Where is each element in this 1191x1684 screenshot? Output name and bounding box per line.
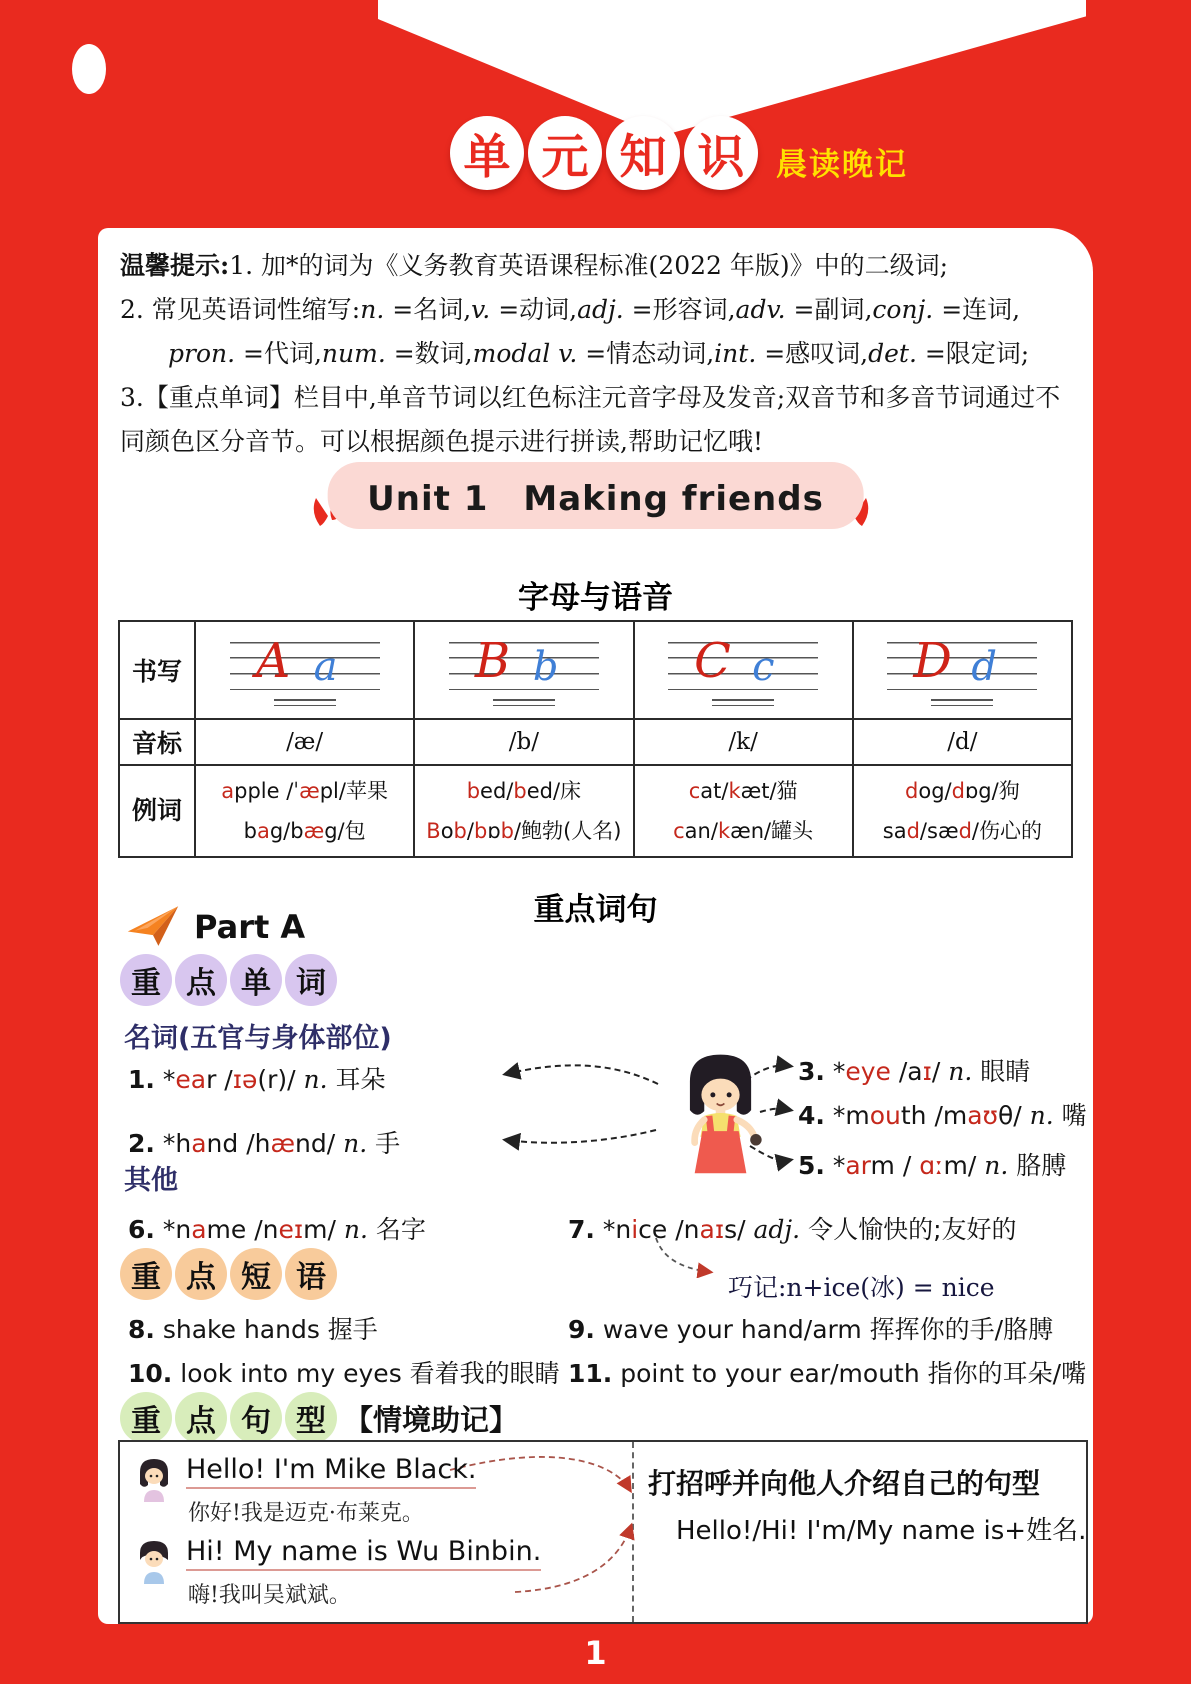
page-number: 1	[584, 1634, 607, 1672]
key-phrases-badge	[120, 1248, 340, 1300]
phrase-item-11: 11. point to your ear/mouth 指你的耳朵/嘴	[568, 1359, 1087, 1388]
dialog-en-1: Hello! I'm Mike Black.	[186, 1454, 476, 1489]
white-dot-decoration	[72, 44, 106, 94]
word-item-mouth: 4. *mouth /maʊθ/ n. 嘴	[798, 1101, 1087, 1130]
word-item-ear: 1. *ear /ɪə(r)/ n. 耳朵	[128, 1065, 386, 1094]
badge-char: 单	[230, 954, 282, 1006]
phonics-title: 字母与语音	[518, 580, 673, 616]
writing-staff	[668, 633, 818, 690]
header-badge-char: 知	[606, 116, 680, 190]
nouns-heading: 名词(五官与身体部位)	[124, 1023, 392, 1054]
badge-char: 短	[230, 1248, 282, 1300]
lowercase-letter: c	[752, 644, 775, 690]
tips-line: 温馨提示:1. 加*的词为《义务教育英语课程标准(2022 年版)》中的二级词;	[120, 251, 949, 280]
example-word: bag/bæg/包	[243, 819, 366, 843]
staff-understroke	[493, 699, 555, 706]
part-a-label: Part A	[194, 908, 306, 946]
example-word: cat/kæt/猫	[688, 779, 798, 803]
mnemonic-arrow	[646, 1236, 726, 1278]
lowercase-letter: b	[532, 644, 559, 690]
girl-avatar	[134, 1456, 174, 1502]
lowercase-letter: d	[971, 644, 997, 690]
header-badge-char: 元	[528, 116, 602, 190]
header-subtitle: 晨读晚记	[776, 147, 908, 183]
key-patterns-badge	[120, 1392, 518, 1444]
ipa-cell: /æ/	[195, 719, 414, 765]
tips-line: 同颜色区分音节。可以根据颜色提示进行拼读,帮助记忆哦!	[120, 427, 763, 456]
ipa-cell: /d/	[853, 719, 1072, 765]
staff-understroke	[274, 699, 336, 706]
tips-line: 3.【重点单词】栏目中,单音节词以红色标注元音字母及发音;双音节和多音节词通过不	[120, 383, 1061, 412]
phrase-item-10: 10. look into my eyes 看着我的眼睛	[128, 1359, 560, 1388]
example-cell	[853, 765, 1072, 857]
word-item-arm: 5. *arm / ɑːm/ n. 胳膊	[798, 1151, 1067, 1180]
word-item-eye: 3. *eye /aɪ/ n. 眼睛	[798, 1057, 1031, 1086]
pattern-note-line: Hello!/Hi! I'm/My name is+姓名.	[676, 1516, 1087, 1546]
table-row-writing	[119, 621, 1072, 719]
example-cell	[634, 765, 853, 857]
patterns-badge-suffix: 【情境助记】	[344, 1402, 519, 1437]
badge-char: 点	[175, 1248, 227, 1300]
example-word: dog/dɒg/狗	[905, 779, 1020, 803]
header-badge-char: 单	[450, 116, 524, 190]
writing-staff	[230, 633, 380, 690]
tips-line: 2. 常见英语词性缩写:n. =名词,v. =动词,adj. =形容词,adv. =副词,conj. =连词,	[120, 295, 1021, 324]
header-badge-char: 识	[684, 116, 758, 190]
row-label-writing: 书写	[119, 621, 195, 719]
ipa-cell: /b/	[414, 719, 633, 765]
badge-char: 点	[175, 954, 227, 1006]
sentence-pattern-box	[118, 1440, 1088, 1624]
uppercase-letter: D	[913, 633, 952, 689]
keypoints-title: 重点词句	[533, 892, 658, 928]
badge-char: 句	[230, 1392, 282, 1444]
staff-understroke	[712, 699, 774, 706]
dialog-cn-2: 嗨!我叫吴斌斌。	[188, 1583, 351, 1608]
badge-char: 重	[120, 954, 172, 1006]
phrase-item-8: 8. shake hands 握手	[128, 1315, 378, 1344]
letter-cell-Cc	[634, 621, 853, 719]
letter-cell-Aa	[195, 621, 414, 719]
tips-block	[120, 244, 1072, 464]
example-cell	[414, 765, 633, 857]
content-card	[98, 228, 1093, 1624]
others-heading: 其他	[124, 1165, 178, 1196]
tips-line: pron. =代词,num. =数词,modal v. =情态动词,int. =感叹词,det. =限定词;	[168, 339, 1030, 368]
key-words-badge	[120, 954, 340, 1006]
badge-char: 词	[285, 954, 337, 1006]
word-item-nice: 7. *nice /naɪs/ adj. 令人愉快的;友好的	[568, 1215, 1017, 1244]
ipa-cell: /k/	[634, 719, 853, 765]
letter-cell-Dd	[853, 621, 1072, 719]
uppercase-letter: B	[474, 633, 511, 689]
row-label-ipa: 音标	[119, 719, 195, 765]
pattern-note-title: 打招呼并向他人介绍自己的句型	[648, 1467, 1041, 1500]
phrase-item-9: 9. wave your hand/arm 挥挥你的手/胳膊	[568, 1315, 1054, 1344]
dialog-en-2: Hi! My name is Wu Binbin.	[186, 1536, 541, 1571]
example-word: bed/bed/床	[466, 779, 582, 803]
table-row-ipa	[119, 719, 1072, 765]
letter-cell-Bb	[414, 621, 633, 719]
row-label-examples: 例词	[119, 765, 195, 857]
badge-char: 重	[120, 1392, 172, 1444]
unit-title: Unit 1 Making friends	[327, 462, 864, 529]
badge-char: 语	[285, 1248, 337, 1300]
example-word: can/kæn/罐头	[673, 819, 814, 843]
body-parts-word-map	[98, 1050, 1093, 1190]
word-item-hand: 2. *hand /hænd/ n. 手	[128, 1129, 401, 1158]
table-row-examples	[119, 765, 1072, 857]
boy-avatar	[134, 1538, 174, 1584]
phonics-table	[118, 620, 1073, 858]
example-cell	[195, 765, 414, 857]
mnemonic-line: 巧记:n+ice(冰) = nice	[728, 1273, 995, 1302]
writing-staff	[449, 633, 599, 690]
lowercase-letter: a	[313, 644, 338, 690]
writing-staff	[887, 633, 1037, 690]
part-a-header	[126, 904, 305, 950]
example-word: Bob/bɒb/鲍勃(人名)	[426, 819, 622, 843]
header-badge	[450, 116, 908, 190]
girl-illustration	[666, 1046, 776, 1180]
staff-understroke	[931, 699, 993, 706]
badge-char: 点	[175, 1392, 227, 1444]
dialog-cn-1: 你好!我是迈克·布莱克。	[188, 1501, 424, 1526]
example-word: apple /ˈæpl/苹果	[221, 779, 388, 803]
badge-char: 型	[285, 1392, 337, 1444]
uppercase-letter: A	[255, 633, 291, 689]
word-item-name: 6. *name /neɪm/ n. 名字	[128, 1215, 426, 1244]
badge-char: 重	[120, 1248, 172, 1300]
uppercase-letter: C	[694, 633, 731, 689]
example-word: sad/sæd/伤心的	[882, 819, 1042, 843]
paper-plane-icon	[126, 904, 180, 950]
